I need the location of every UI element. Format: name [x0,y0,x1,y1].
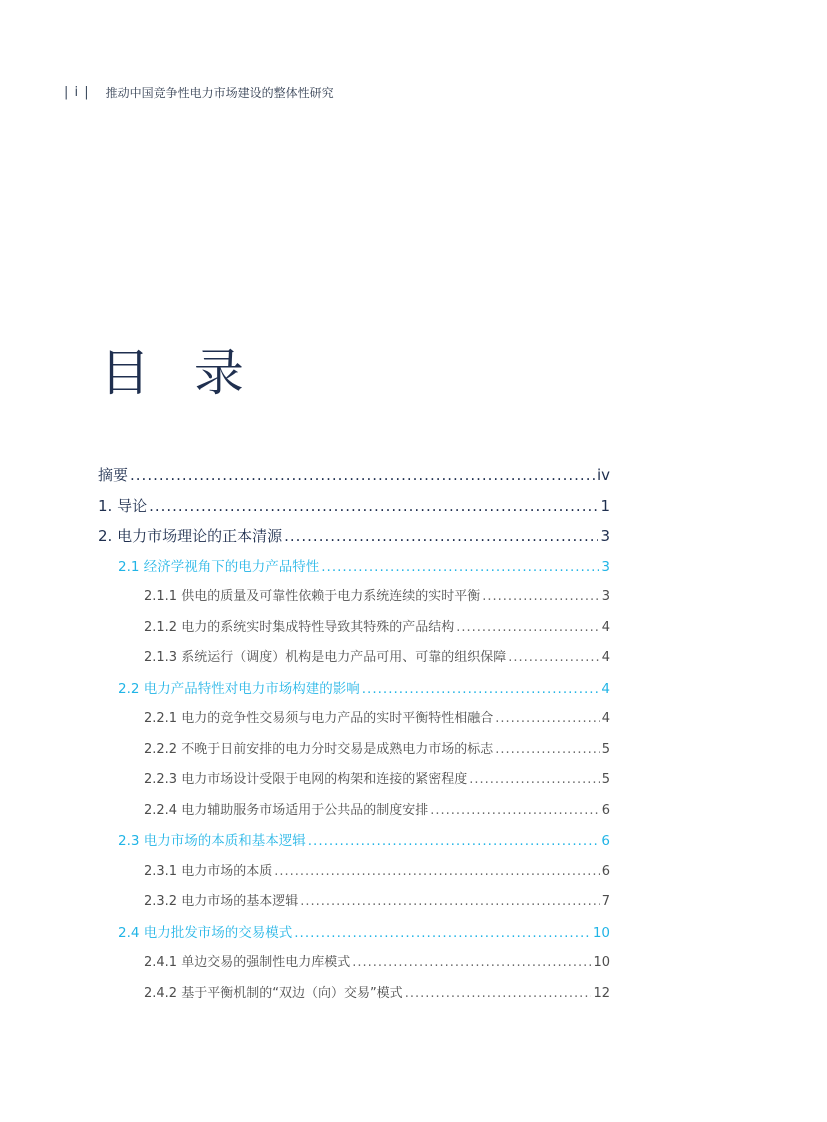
toc-leader-dots [495,735,600,766]
toc-entry-page: 3 [601,589,610,604]
toc-leader-dots [130,460,595,491]
toc-entry-section-2-1-3[interactable] [98,643,610,674]
toc-entry-title: 2.1.1 供电的质量及可靠性依赖于电力系统连续的实时平衡 [144,589,481,604]
toc-entry-section-2-1-2[interactable] [98,613,610,644]
toc-entry-page: 4 [601,619,610,635]
toc-entry-title: 2.4.1 单边交易的强制性电力库模式 [144,955,351,970]
toc-entry-title: 2.4 电力批发市场的交易模式 [118,924,293,941]
toc-entry-title: 2.3.1 电力市场的本质 [144,863,273,879]
page-number: | i | [64,84,90,100]
toc-entry-page: 3 [601,558,610,575]
toc-entry-section-2-2-4[interactable] [98,796,610,827]
toc-entry-page: 10 [592,924,610,941]
toc-entry-page: 1 [600,496,610,515]
toc-entry-chapter-2[interactable] [98,521,610,552]
toc-leader-dots [482,582,600,613]
running-title: 推动中国竞争性电力市场建设的整体性研究 [105,85,334,100]
toc-entry-title: 2.2.3 电力市场设计受限于电网的构架和连接的紧密程度 [144,772,468,787]
toc-entry-title: 2.2 电力产品特性对电力市场构建的影响 [118,680,360,697]
toc-entry-title: 2.1.3 系统运行（调度）机构是电力产品可用、可靠的组织保障 [144,650,507,665]
toc-entry-title: 2.2.2 不晚于日前安排的电力分时交易是成熟电力市场的标志 [144,741,494,757]
toc-entry-page: 10 [593,955,610,970]
toc-entry-page: 4 [601,711,610,726]
toc-entry-title: 2. 电力市场理论的正本清源 [98,527,283,545]
toc-leader-dots [321,552,599,583]
toc-leader-dots [362,674,600,705]
toc-entry-section-2-2-1[interactable] [98,704,610,735]
toc-entry-section-2-3[interactable] [98,826,610,857]
toc-entry-section-2-1[interactable] [98,552,610,583]
toc-leader-dots [308,826,600,857]
toc-leader-dots [300,887,600,918]
toc-entry-title: 2.2.4 电力辅助服务市场适用于公共品的制度安排 [144,802,429,818]
toc-entry-page: 4 [601,680,610,697]
table-of-contents [98,460,610,1009]
toc-entry-page: 5 [601,772,610,787]
toc-entry-title: 1. 导论 [98,496,148,515]
toc-leader-dots [294,918,591,949]
toc-entry-title: 2.1.2 电力的系统实时集成特性导致其特殊的产品结构 [144,619,455,635]
toc-entry-page: 4 [601,650,610,665]
toc-leader-dots [430,796,600,827]
toc-leader-dots [274,857,600,888]
toc-entry-section-2-4-2[interactable] [98,979,610,1010]
toc-entry-title: 2.3.2 电力市场的基本逻辑 [144,894,299,909]
toc-entry-page: 12 [593,985,610,1001]
toc-entry-page: 7 [601,894,610,909]
toc-entry-title: 摘要 [98,466,129,484]
toc-entry-page: iv [596,466,610,484]
toc-entry-page: 5 [601,741,610,757]
toc-leader-dots [284,521,598,552]
toc-entry-page: 6 [601,833,610,849]
toc-entry-title: 2.1 经济学视角下的电力产品特性 [118,558,320,575]
toc-leader-dots [149,491,598,522]
toc-leader-dots [405,979,592,1010]
toc-leader-dots [469,765,600,796]
toc-entry-section-2-2-3[interactable] [98,765,610,796]
toc-entry-section-2-4-1[interactable] [98,948,610,979]
toc-entry-section-2-2-2[interactable] [98,735,610,766]
toc-entry-title: 2.2.1 电力的竞争性交易须与电力产品的实时平衡特性相融合 [144,711,494,726]
running-header [64,82,334,102]
toc-leader-dots [495,704,600,735]
toc-entry-title: 2.3 电力市场的本质和基本逻辑 [118,833,306,849]
page-title: 目 录 [100,344,258,402]
toc-entry-page: 6 [601,863,610,879]
toc-entry-section-2-4[interactable] [98,918,610,949]
toc-leader-dots [352,948,591,979]
toc-entry-section-2-3-1[interactable] [98,857,610,888]
toc-entry-section-2-1-1[interactable] [98,582,610,613]
toc-entry-abstract[interactable] [98,460,610,491]
toc-entry-title: 2.4.2 基于平衡机制的“双边（向）交易”模式 [144,985,403,1001]
toc-entry-chapter-1[interactable] [98,491,610,522]
toc-entry-section-2-3-2[interactable] [98,887,610,918]
toc-entry-page: 6 [601,802,610,818]
toc-leader-dots [508,643,600,674]
toc-leader-dots [456,613,600,644]
toc-entry-section-2-2[interactable] [98,674,610,705]
toc-entry-page: 3 [600,527,610,545]
